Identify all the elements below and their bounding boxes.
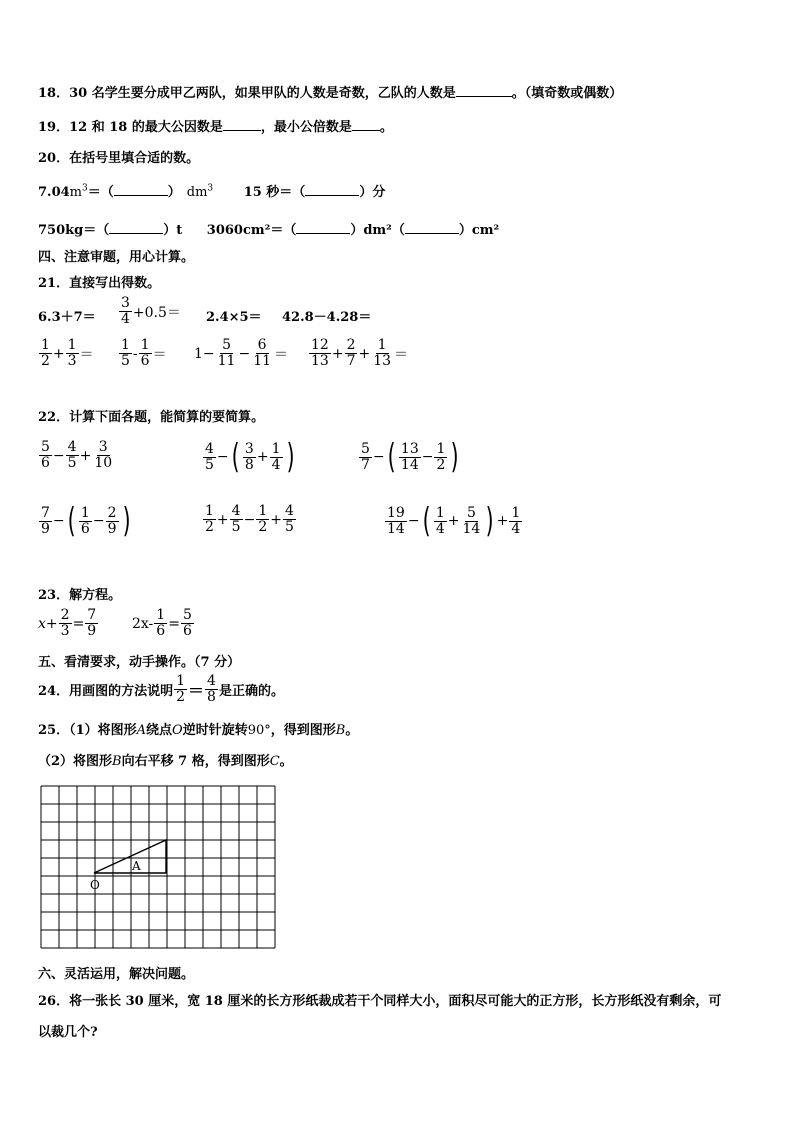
triangle-a[interactable]	[94, 840, 166, 873]
q20-t: ）t	[163, 223, 183, 238]
grid-lines	[41, 786, 275, 948]
question-18	[38, 82, 622, 101]
answer-blank[interactable]	[305, 183, 359, 196]
fraction: $\frac{4}{5}$	[67, 439, 77, 471]
answer-blank[interactable]	[114, 183, 168, 196]
q21-e7: 1− $\frac{5}{11}$ − $\frac{6}{11}$ ＝	[194, 337, 289, 369]
q19-text-c: 。	[379, 120, 393, 135]
fraction: $\frac{4}{5}$	[231, 503, 241, 535]
shape-a-ref: A	[136, 723, 147, 738]
q21-e2-rest: +0.5＝	[132, 304, 181, 321]
fraction: $\frac{5}{14}$	[462, 504, 481, 537]
question-24	[38, 674, 284, 705]
answer-blank[interactable]	[352, 118, 380, 131]
q18-text: 18．30 名学生要分成甲乙两队，如果甲队的人数是奇数，乙队的人数是	[38, 86, 456, 101]
fraction: $\frac{3}{4}$	[121, 295, 130, 327]
fraction: $\frac{5}{11}$	[217, 337, 236, 369]
question-26-line-1: 26．将一张长 30 厘米，宽 18 厘米的长方形纸裁成若干个同样大小，面积尽可能大的正方形，长方形纸没有剩余，可	[38, 994, 722, 1009]
q20-seconds: 15 秒＝（	[243, 185, 306, 200]
shape-c-ref: C	[269, 754, 280, 769]
fraction: $\frac{1}{4}$	[271, 440, 281, 473]
q24-tail: 是正确的。	[218, 684, 284, 699]
fraction: $\frac{5}{6}$	[41, 439, 50, 471]
fraction: $\frac{1}{2}$	[176, 673, 186, 705]
q22-p1: $\frac{5}{6}$ − $\frac{4}{5}$ + $\frac{3}{10}$	[41, 439, 113, 471]
q21-e5: $\frac{1}{2}$ + $\frac{1}{3}$ ＝	[41, 337, 94, 369]
fraction: $\frac{1}{4}$	[511, 504, 521, 537]
q20-kg: 750kg＝（	[38, 223, 110, 238]
answer-blank[interactable]	[456, 84, 512, 97]
q21-e8: $\frac{12}{13}$ + $\frac{2}{7}$ + $\frac{1}{13}$ ＝	[311, 337, 409, 369]
q19-text-b: ，最小公倍数是	[260, 120, 352, 135]
q22-p2: $\frac{4}{5}$ − ( $\frac{3}{8}$ + $\frac{1}{4}$ )	[205, 437, 295, 477]
fraction: $\frac{7}{9}$	[41, 504, 50, 537]
fraction: $\frac{19}{14}$	[387, 504, 405, 537]
question-22-title: 22．计算下面各题，能简算的要简算。	[38, 410, 265, 425]
q22-p4: $\frac{7}{9}$ − ( $\frac{1}{6}$ − $\frac{2}{9}$ )	[41, 501, 131, 541]
fraction: $\frac{1}{3}$	[67, 337, 77, 369]
question-19	[38, 116, 393, 135]
fraction: $\frac{1}{5}$	[121, 337, 130, 369]
fraction: $\frac{3}{8}$	[244, 440, 254, 473]
q21-e4: 42.8－4.28＝	[282, 310, 372, 325]
q20-paren: ）	[167, 185, 181, 200]
answer-blank[interactable]	[296, 221, 350, 234]
shape-b-ref: B	[112, 754, 122, 769]
point-o-ref: O	[172, 723, 183, 738]
fraction: $\frac{2}{9}$	[107, 504, 117, 537]
fraction: $\frac{2}{7}$	[346, 337, 356, 369]
q21-e6: $\frac{1}{5}$ - $\frac{1}{6}$ ＝	[121, 337, 167, 369]
fraction: $\frac{1}{2}$	[436, 440, 446, 473]
triangle-a-label: A	[132, 859, 141, 873]
q20-minutes: ）分	[359, 185, 386, 200]
question-21-title: 21．直接写出得数。	[38, 276, 161, 291]
fraction: $\frac{1}{6}$	[80, 504, 90, 537]
fraction: $\frac{1}{13}$	[373, 337, 392, 369]
angle-value: 90°	[247, 723, 271, 738]
q21-e2	[118, 296, 181, 327]
q23-eq2: 2x- $\frac{1}{6}$ = $\frac{5}{6}$	[132, 607, 192, 639]
fraction: $\frac{4}{5}$	[205, 440, 214, 473]
fraction: $\frac{6}{11}$	[253, 337, 272, 369]
graph-grid[interactable]	[40, 785, 276, 949]
q20-row-2	[38, 219, 499, 238]
fraction: $\frac{5}{7}$	[361, 440, 370, 473]
q20-cm2-close: ）cm²	[458, 223, 500, 238]
q20-sup: 3	[207, 183, 214, 194]
fraction: $\frac{1}{4}$	[435, 504, 445, 537]
q20-unit: dm	[186, 185, 208, 200]
q24-eq: ＝	[188, 681, 205, 700]
q20-eq: ＝（	[87, 185, 114, 200]
fraction: $\frac{12}{13}$	[311, 337, 329, 369]
section-5-heading: 五、看清要求，动手操作。（7 分）	[38, 655, 241, 670]
fraction: $\frac{3}{10}$	[94, 439, 113, 471]
section-4-heading: 四、注意审题，用心计算。	[38, 250, 195, 265]
q20-dm2: ）dm²（	[350, 223, 405, 238]
question-26-line-2: 以裁几个?	[38, 1025, 98, 1040]
answer-blank[interactable]	[405, 221, 459, 234]
question-23-title: 23．解方程。	[38, 588, 122, 603]
fraction: $\frac{1}{2}$	[41, 337, 50, 369]
q18-tail: 。（填奇数或偶数）	[511, 86, 623, 101]
fraction: $\frac{7}{9}$	[87, 607, 97, 639]
question-25-line-2: （2）将图形B向右平移 7 格，得到图形C。	[38, 754, 293, 769]
fraction: $\frac{4}{5}$	[284, 503, 294, 535]
fraction: $\frac{5}{6}$	[182, 607, 192, 639]
fraction: $\frac{4}{8}$	[207, 673, 216, 705]
question-20-title: 20．在括号里填合适的数。	[38, 151, 200, 166]
q20-cm2: 3060cm²＝（	[206, 223, 297, 238]
q23-eq1: x + $\frac{2}{3}$ = $\frac{7}{9}$	[38, 607, 97, 639]
fraction: $\frac{2}{3}$	[60, 607, 70, 639]
q22-p6: $\frac{19}{14}$ − ( $\frac{1}{4}$ + $\frac{5}{14}$ ) + $\frac{1}{4}$	[387, 501, 521, 541]
q22-p3: $\frac{5}{7}$ − ( $\frac{13}{14}$ − $\frac{1}{2}$ )	[361, 437, 460, 477]
q21-e1: 6.3＋7＝	[38, 310, 96, 325]
fraction: $\frac{1}{6}$	[140, 337, 150, 369]
q24-text: 24．用画图的方法说明	[38, 684, 174, 699]
fraction: $\frac{1}{6}$	[156, 607, 166, 639]
q20-sup: 3	[82, 183, 88, 194]
q21-e3: 2.4×5＝	[206, 310, 262, 325]
section-6-heading: 六、灵活运用，解决问题。	[38, 967, 195, 982]
fraction: $\frac{1}{2}$	[205, 503, 214, 535]
q20-unit: m	[69, 185, 82, 200]
answer-blank[interactable]	[109, 221, 163, 234]
fraction: $\frac{1}{2}$	[258, 503, 268, 535]
question-25-line-1: 25．（1）将图形A绕点O逆时针旋转90°，得到图形B。	[38, 723, 359, 738]
point-o-label: O	[90, 878, 100, 892]
answer-blank[interactable]	[223, 118, 261, 131]
q22-p5: $\frac{1}{2}$ + $\frac{4}{5}$ − $\frac{1}{2}$ + $\frac{4}{5}$	[205, 503, 294, 535]
q19-text: 19．12 和 18 的最大公因数是	[38, 120, 223, 135]
fraction: $\frac{13}{14}$	[400, 440, 419, 473]
shape-b-ref: B	[335, 723, 346, 738]
q20-value: 7.04	[38, 185, 70, 200]
q20-row-1	[38, 181, 385, 200]
